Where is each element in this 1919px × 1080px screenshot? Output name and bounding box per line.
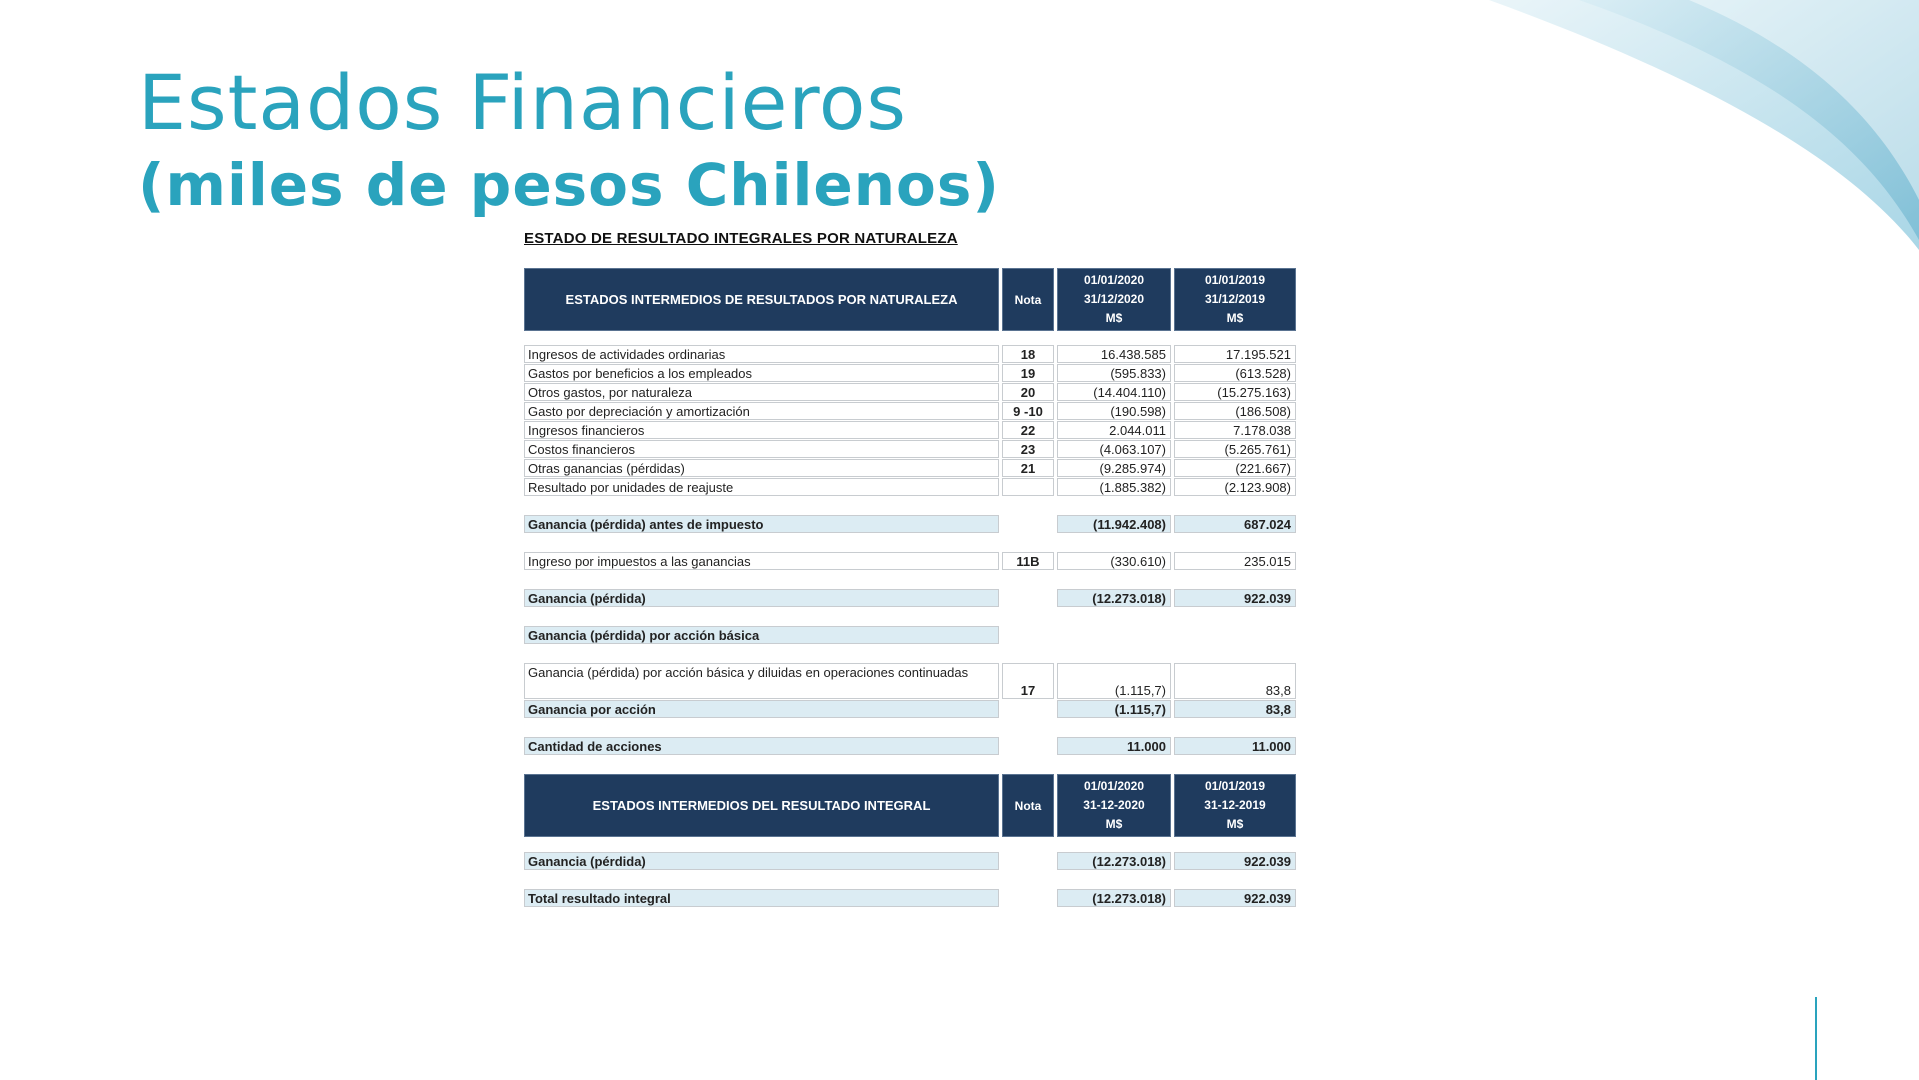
table-row: Costos financieros 23 (4.063.107) (5.265.761) <box>524 440 1296 458</box>
table2-header-period-2020: 01/01/2020 31-12-2020 M$ <box>1057 774 1171 837</box>
table2-header-label: ESTADOS INTERMEDIOS DEL RESULTADO INTEGRAL <box>524 774 999 837</box>
row-diluidas: Ganancia (pérdida) por acción básica y diluidas en operaciones continuadas 17 (1.115,7) 83,8 <box>524 663 1296 699</box>
table-row: Resultado por unidades de reajuste (1.885.382) (2.123.908) <box>524 478 1296 496</box>
decorative-divider <box>1815 997 1817 1080</box>
table1-header-period-2019: 01/01/2019 31/12/2019 M$ <box>1174 268 1296 331</box>
table-row: Ingresos de actividades ordinarias 18 16.438.585 17.195.521 <box>524 345 1296 363</box>
table1-header-label: ESTADOS INTERMEDIOS DE RESULTADOS POR NATURALEZA <box>524 268 999 331</box>
row-cantidad-acciones: Cantidad de acciones 11.000 11.000 <box>524 737 1296 755</box>
statement-caption: ESTADO DE RESULTADO INTEGRALES POR NATURALEZA <box>524 230 958 247</box>
slide-title: Estados Financieros <box>138 58 908 147</box>
table2-header-nota: Nota <box>1002 774 1054 837</box>
row-ganancia: Ganancia (pérdida) (12.273.018) 922.039 <box>524 589 1296 607</box>
table-row: Otras ganancias (pérdidas) 21 (9.285.974) (221.667) <box>524 459 1296 477</box>
table-row: Ingresos financieros 22 2.044.011 7.178.038 <box>524 421 1296 439</box>
row-ganancia-por-accion: Ganancia por acción (1.115,7) 83,8 <box>524 700 1296 718</box>
decorative-wave-shape <box>1489 0 1919 250</box>
table1-header-nota: Nota <box>1002 268 1054 331</box>
row-ganancia-antes-impuesto: Ganancia (pérdida) antes de impuesto (11.942.408) 687.024 <box>524 515 1296 533</box>
table-row: Otros gastos, por naturaleza 20 (14.404.110) (15.275.163) <box>524 383 1296 401</box>
table1-header <box>524 268 1296 331</box>
table2-row-total: Total resultado integral (12.273.018) 922.039 <box>524 889 1296 907</box>
slide-subtitle: (miles de pesos Chilenos) <box>138 151 1000 219</box>
table2-header-period-2019: 01/01/2019 31-12-2019 M$ <box>1174 774 1296 837</box>
table1-header-period-2020: 01/01/2020 31/12/2020 M$ <box>1057 268 1171 331</box>
row-ganancia-por-accion-basica: Ganancia (pérdida) por acción básica <box>524 626 1296 644</box>
table2-row-ganancia: Ganancia (pérdida) (12.273.018) 922.039 <box>524 852 1296 870</box>
table-row: Gastos por beneficios a los empleados 19 (595.833) (613.528) <box>524 364 1296 382</box>
table2-header <box>524 774 1296 837</box>
row-impuestos: Ingreso por impuestos a las ganancias 11B (330.610) 235.015 <box>524 552 1296 570</box>
table-row: Gasto por depreciación y amortización 9 -10 (190.598) (186.508) <box>524 402 1296 420</box>
